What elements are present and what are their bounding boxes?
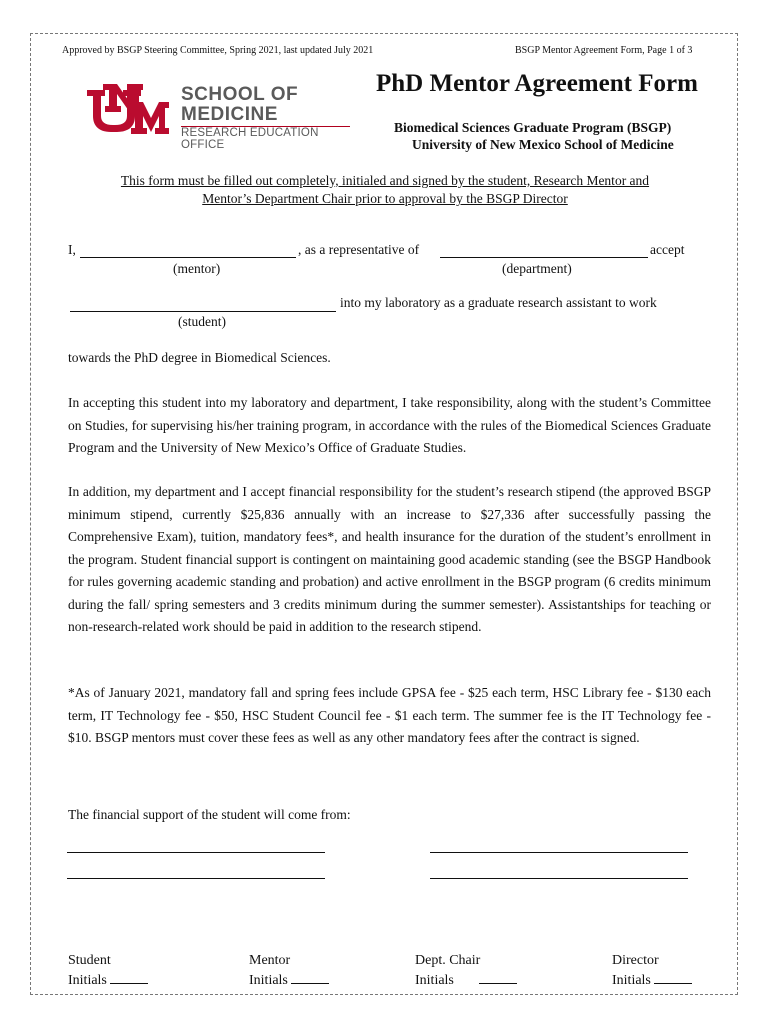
- unm-logo-mark-icon: [85, 84, 169, 140]
- initials-label: Initials: [249, 973, 288, 988]
- completion-notice: [60, 172, 710, 208]
- paragraph-financial: In addition, my department and I accept financial responsibility for the student’s research stipend (the approved BSGP minimum stipend, currently $25,836 annually with an increase to $27,336 after successfully passing the Comprehensive Exam), tuition, mandatory fees*, and health insurance for the duration of the student’s enrollment in the program. Student financial support is contingent on maintaining good academic standing (see the BSGP Handbook for rules governing academic standing and probation) and active enrollment in the BSGP program (6 credits minimum during the fall/ spring semesters and 3 credits minimum during the summer semester). Assistantships for teaching or non-research-related work should be paid in addition to the research stipend.: [68, 484, 711, 634]
- agreement-middle: , as a representative of: [298, 242, 420, 257]
- initials-label: Initials: [415, 973, 454, 988]
- chair-initials-block: [415, 952, 517, 990]
- agreement-accept: accept: [650, 242, 685, 257]
- student-caption: (student): [178, 314, 226, 329]
- student-initials-block: [68, 952, 148, 990]
- university-name: University of New Mexico School of Medicine: [412, 137, 674, 152]
- page-title: PhD Mentor Agreement Form: [376, 70, 698, 97]
- initials-role: Dept. Chair: [415, 953, 481, 968]
- mentor-initials-field[interactable]: [291, 970, 329, 984]
- chair-initials-field[interactable]: [479, 970, 517, 984]
- notice-line-1: This form must be filled out completely, initialed and signed by the student, Research Mentor and: [120, 173, 650, 188]
- paragraph-degree: towards the PhD degree in Biomedical Sciences.: [68, 350, 331, 365]
- paragraph-responsibility: In accepting this student into my laboratory and department, I take responsibility, along with the student’s Committee on Studies, for supervising his/her training program, in accordance with the rules of the Biomedical Sciences Graduate Program and the University of New Mexico’s Office of Graduate Studies.: [68, 395, 711, 455]
- initials-role: Mentor: [249, 953, 291, 968]
- initials-role: Director: [612, 953, 659, 968]
- logo-office: RESEARCH EDUCATION OFFICE: [181, 127, 319, 151]
- department-caption: (department): [502, 261, 572, 276]
- header-approval-note: Approved by BSGP Steering Committee, Spring 2021, last updated July 2021: [62, 45, 374, 56]
- unm-som-logo: [85, 84, 355, 151]
- funding-source-line[interactable]: [430, 852, 688, 853]
- mentor-name-field[interactable]: [80, 245, 296, 258]
- funding-source-line[interactable]: [67, 878, 325, 879]
- paragraph-fees: *As of January 2021, mandatory fall and spring fees include GPSA fee - $25 each term, HSC Library fee - $130 each term, IT Technology fee - $50, HSC Student Council fee - $1 each term. The summer fee is the IT Technology fee - $10. BSGP mentors must cover these fees as well as any other mandatory fees after the contract is signed.: [68, 685, 711, 745]
- funding-source-line[interactable]: [430, 878, 688, 879]
- initials-label: Initials: [68, 973, 107, 988]
- funding-source-line[interactable]: [67, 852, 325, 853]
- program-name: Biomedical Sciences Graduate Program (BSGP): [394, 120, 672, 135]
- notice-line-2: Mentor’s Department Chair prior to approval by the BSGP Director: [202, 191, 568, 206]
- header-page-number: BSGP Mentor Agreement Form, Page 1 of 3: [515, 45, 693, 56]
- student-name-field[interactable]: [70, 299, 336, 312]
- agreement-line-2: into my laboratory as a graduate research assistant to work: [340, 295, 657, 310]
- director-initials-block: [612, 952, 692, 990]
- initials-role: Student: [68, 953, 111, 968]
- director-initials-field[interactable]: [654, 970, 692, 984]
- logo-medicine: MEDICINE: [181, 104, 278, 125]
- mentor-initials-block: [249, 952, 329, 990]
- agreement-prefix: I,: [68, 242, 76, 257]
- initials-label: Initials: [612, 973, 651, 988]
- student-initials-field[interactable]: [110, 970, 148, 984]
- mentor-caption: (mentor): [173, 261, 221, 276]
- department-field[interactable]: [440, 245, 648, 258]
- paragraph-funding-source: The financial support of the student will come from:: [68, 807, 351, 822]
- logo-school-of: SCHOOL OF: [181, 84, 299, 105]
